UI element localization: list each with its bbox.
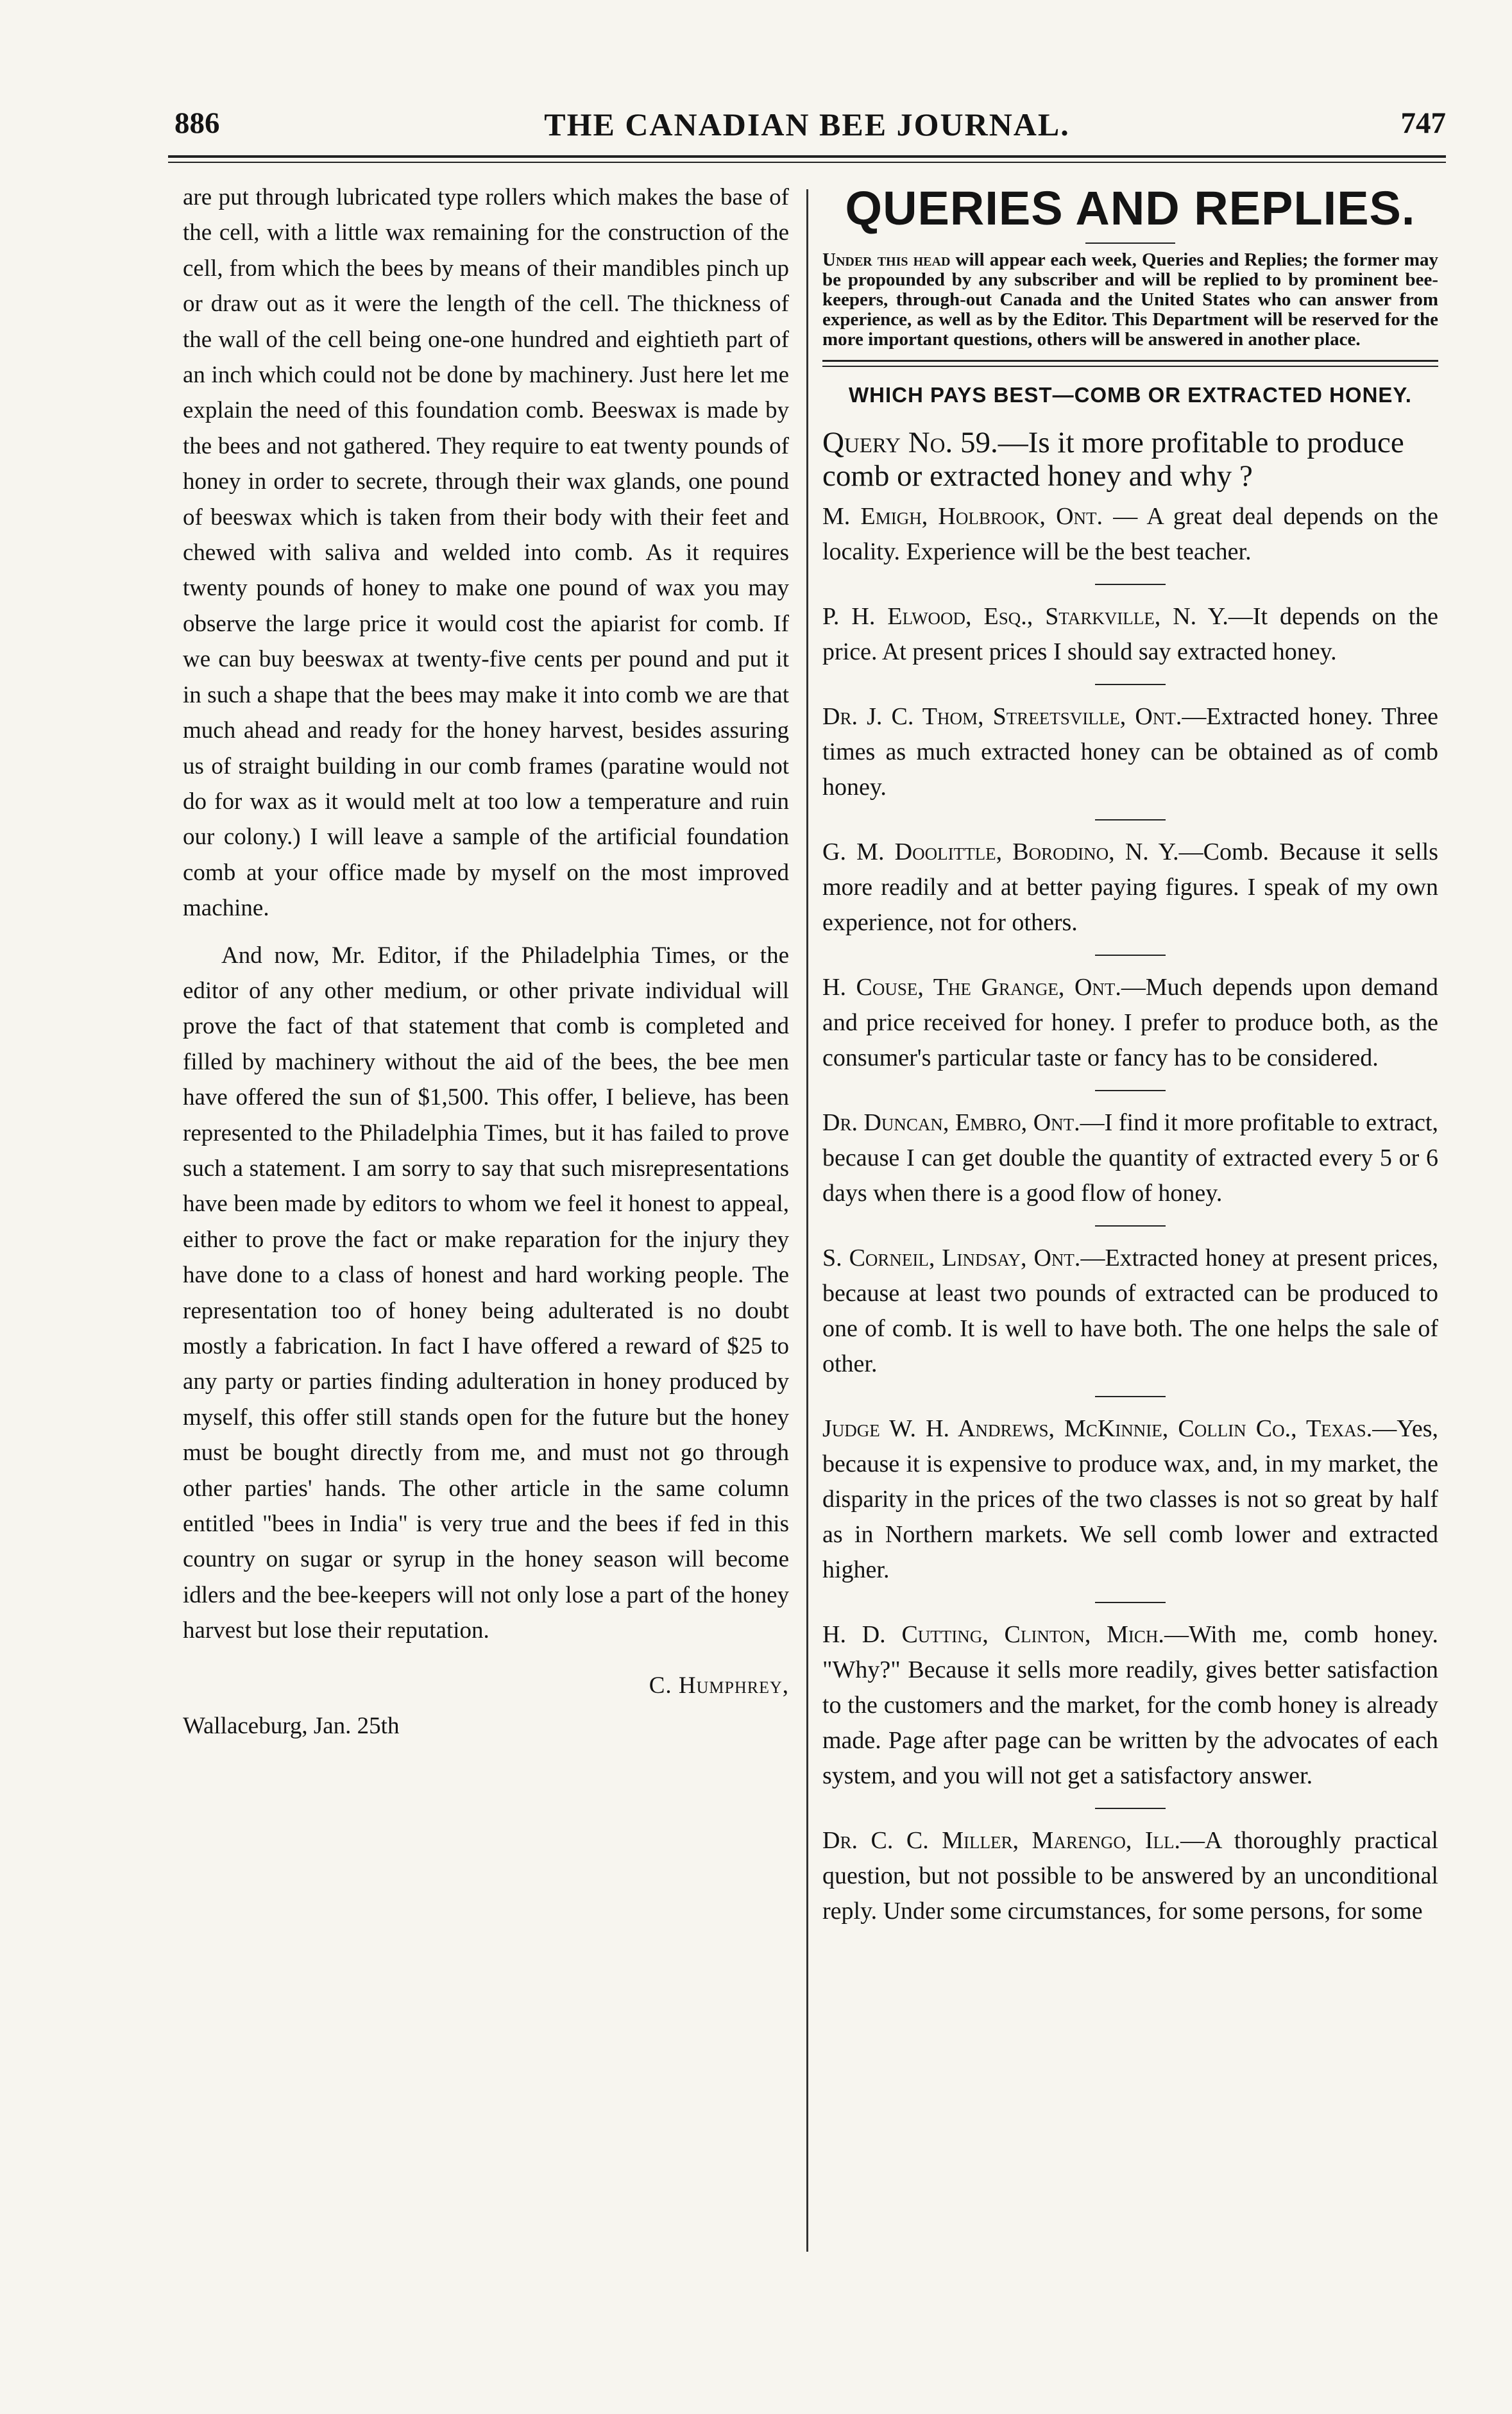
reply-author: G. M. Doolittle, Borodino, N. Y. — [822, 838, 1179, 865]
page-number-right: 747 — [1400, 106, 1446, 140]
reply-8 — [822, 1411, 1438, 1588]
reply-author: Judge W. H. Andrews, McKinnie, Collin Co., Texas. — [822, 1415, 1373, 1442]
left-paragraph-1: are put through lubricated type rollers which makes the base of the cell, with a little wax remaining for the construction of the cell, from which the bees by means of their mandibles pinch up or draw out as it were the length of the cell. The thickness of the wall of the cell being one-one hundred and eightieth part of an inch which could not be done by machinery. Just here let me explain the need of this foundation comb. Beeswax is made by the bees and not gathered. They require to eat twenty pounds of honey in order to secrete, through their wax glands, one pound of beeswax which is taken from their body with their feet and chewed with saliva and welded into comb. As it requires twenty pounds of honey to make one pound of wax you may observe the large price it would cost the apiarist for comb. If we can buy beeswax at twenty-five cents per pound and put it in such a shape that the bees may make it into comb we are that much ahead and ready for the honey harvest, besides assuring us of straight building in our comb frames (paratine would not do for wax as it would melt at too low a temperature and ruin our colony.) I will leave a sample of the artificial foundation comb at your office made by myself on the most improved machine. — [183, 184, 789, 922]
page-number-left: 886 — [174, 106, 220, 140]
reply-5 — [822, 970, 1438, 1076]
left-paragraph-2: And now, Mr. Editor, if the Philadelphia Times, or the editor of any other medium, or other private individual will prove the fact of that statement that comb is completed and filled by machinery without the aid of the bees, the bee men have offered the sun of $1,500. This offer, I believe, has been represented to the Philadelphia Times, but it has failed to prove such a statement. I am sorry to say that such misrepresentations have been made by editors to whom we feel it honest to appeal, either to prove the fact or make reparation for the injury they have done to a class of honest and hard working people. The representation too of honey being adulterated is no doubt mostly a fabrication. In fact I have offered a reward of $25 to any party or parties finding adulteration in honey produced by myself, this offer still stands open for the future but the honey must be bought directly from me, and must not go through other parties' hands. The other article in the same column entitled "bees in India" is very true and the bees if fed in this country on sugar or syrup in the honey season will become idlers and the bee-keepers will not only lose a part of the honey harvest but lose their reputation. — [183, 942, 789, 1644]
reply-separator — [1095, 819, 1166, 820]
reply-text: —A thoroughly practical question, but not possible to be answered by an unconditional reply. Under some circumstances, for some persons, for some — [822, 1827, 1438, 1925]
reply-separator — [1095, 1808, 1166, 1809]
query-label: Query No. 59. — [822, 426, 998, 459]
page-header — [168, 106, 1446, 151]
reply-author: P. H. Elwood, Esq., Starkville, N. Y. — [822, 603, 1228, 630]
intro-rule-thin — [822, 366, 1438, 367]
reply-author: H. Couse, The Grange, Ont. — [822, 974, 1121, 1001]
intro-text: will appear each week, Queries and Replies; the former may be propounded by any subscriber and will be replied to by prominent bee-keepers, through-out Canada and the United States who can answer from experience, as well as by the Editor. This Department will be reserved for the more important questions, others will be answered in another place. — [822, 250, 1438, 350]
reply-text: —Extracted honey at present prices, because at least two pounds of extracted can be produced to one of comb. It is well to have both. The one helps the sale of other. — [822, 1245, 1438, 1377]
right-column — [822, 180, 1438, 1929]
reply-2 — [822, 599, 1438, 670]
reply-separator — [1095, 1090, 1166, 1091]
reply-separator — [1095, 1602, 1166, 1603]
reply-3 — [822, 699, 1438, 805]
reply-9 — [822, 1617, 1438, 1794]
section-intro — [822, 250, 1438, 350]
reply-text: —Yes, because it is expensive to produce wax, and, in my market, the disparity in the prices of the two classes is not so great by half as in Northern markets. We sell comb lower and extracted higher. — [822, 1415, 1438, 1583]
reply-7 — [822, 1241, 1438, 1382]
reply-4 — [822, 835, 1438, 940]
reply-author: H. D. Cutting, Clinton, Mich. — [822, 1621, 1164, 1648]
reply-text: —I find it more profitable to extract, because I can get double the quantity of extracted every 5 or 6 days when there is a good flow of honey. — [822, 1109, 1438, 1207]
column-divider — [806, 189, 808, 2252]
intro-rule-thick — [822, 360, 1438, 362]
left-column — [183, 180, 789, 1744]
reply-separator — [1095, 1396, 1166, 1397]
reply-separator — [1095, 684, 1166, 685]
author-signature: C. Humphrey, — [649, 1672, 789, 1699]
query-question — [822, 426, 1438, 493]
reply-author: M. Emigh, Holbrook, Ont. — [822, 503, 1103, 530]
place-date: Wallaceburg, Jan. 25th — [183, 1713, 400, 1740]
intro-lead: Under this head — [822, 250, 951, 270]
reply-text: — A great deal depends on the locality. Experience will be the best teacher. — [822, 503, 1438, 565]
reply-text: —It depends on the price. At present prices I should say extracted honey. — [822, 603, 1439, 665]
header-rule-thick — [168, 155, 1446, 158]
header-rule-thin — [168, 162, 1446, 163]
reply-author: Dr. J. C. Thom, Streetsville, Ont. — [822, 703, 1182, 730]
reply-6 — [822, 1105, 1438, 1211]
reply-1 — [822, 499, 1438, 570]
reply-text: —With me, comb honey. "Why?" Because it sells more readily, gives better satisfaction to the customers and the market, for the comb honey is already made. Page after page can be written by the advocates of each system, and you will not get a satisfactory answer. — [822, 1621, 1438, 1789]
reply-10 — [822, 1823, 1438, 1929]
title-rule — [1085, 242, 1175, 244]
query-text: —Is it more profitable to produce comb or extracted honey and why ? — [822, 426, 1404, 493]
reply-separator — [1095, 955, 1166, 956]
reply-author: S. Corneil, Lindsay, Ont. — [822, 1245, 1081, 1271]
reply-author: Dr. C. C. Miller, Marengo, Ill. — [822, 1827, 1180, 1854]
reply-separator — [1095, 584, 1166, 585]
reply-text: —Comb. Because it sells more readily and at better paying figures. I speak of my own experience, not for others. — [822, 838, 1438, 936]
reply-separator — [1095, 1225, 1166, 1227]
query-subhead: WHICH PAYS BEST—COMB OR EXTRACTED HONEY. — [849, 383, 1412, 407]
section-title: QUERIES AND REPLIES. — [845, 182, 1416, 235]
journal-title: THE CANADIAN BEE JOURNAL. — [544, 106, 1070, 142]
reply-text: —Much depends upon demand and price received for honey. I prefer to produce both, as the consumer's particular taste or fancy has to be considered. — [822, 974, 1439, 1071]
reply-author: Dr. Duncan, Embro, Ont. — [822, 1109, 1080, 1136]
reply-text: —Extracted honey. Three times as much extracted honey can be obtained as of comb honey. — [822, 703, 1438, 801]
